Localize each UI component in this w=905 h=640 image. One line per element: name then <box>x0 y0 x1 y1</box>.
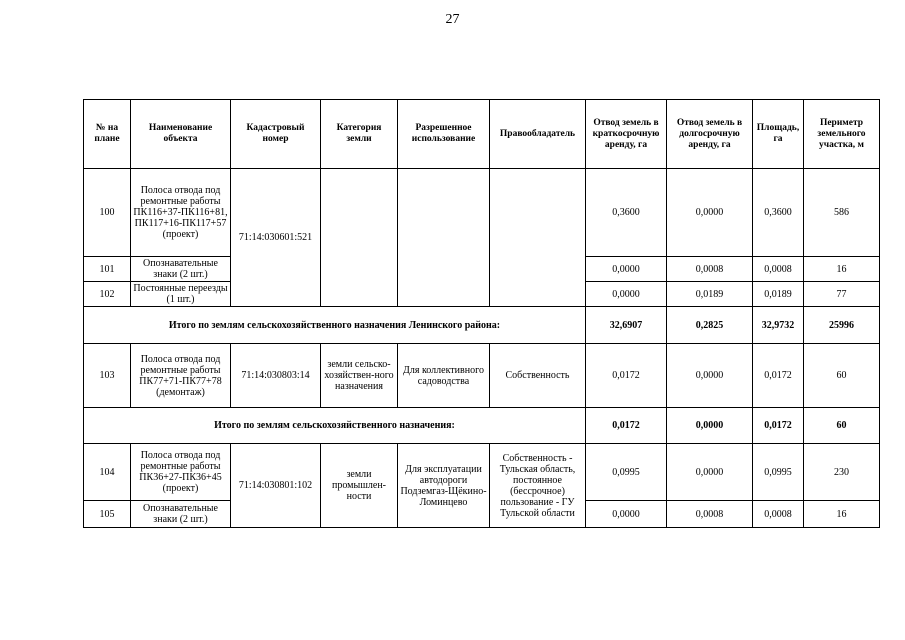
short-lease-value: 0,0000 <box>586 282 667 307</box>
object-name: Полоса отвода под ремонтные работы ПК36+27-ПК36+45 (проект) <box>131 444 231 501</box>
header-permitted-use: Разрешенное использование <box>398 100 490 169</box>
long-lease-value: 0,0000 <box>667 344 753 408</box>
total-perimeter: 25996 <box>804 307 880 344</box>
long-lease-value: 0,0000 <box>667 444 753 501</box>
total-long-lease: 0,2825 <box>667 307 753 344</box>
area-value: 0,0189 <box>753 282 804 307</box>
permitted-use <box>398 169 490 307</box>
permitted-use: Для коллективного садоводства <box>398 344 490 408</box>
short-lease-value: 0,0172 <box>586 344 667 408</box>
area-value: 0,0008 <box>753 257 804 282</box>
row-number: 104 <box>84 444 131 501</box>
cadastral-number: 71:14:030801:102 <box>231 444 321 528</box>
total-label: Итого по землям сельскохозяйственного назначения Ленинского района: <box>84 307 586 344</box>
perimeter-value: 586 <box>804 169 880 257</box>
perimeter-value: 60 <box>804 344 880 408</box>
header-short-lease: Отвод земель в краткосрочную аренду, га <box>586 100 667 169</box>
total-area: 0,0172 <box>753 408 804 444</box>
total-long-lease: 0,0000 <box>667 408 753 444</box>
area-value: 0,0008 <box>753 501 804 528</box>
land-category: земли промышлен-ности <box>321 444 398 528</box>
owner: Собственность - Тульская область, постоянное (бессрочное) пользование - ГУ Тульской области <box>490 444 586 528</box>
long-lease-value: 0,0008 <box>667 501 753 528</box>
short-lease-value: 0,0000 <box>586 257 667 282</box>
area-value: 0,3600 <box>753 169 804 257</box>
table-row <box>84 344 880 408</box>
land-category: земли сельско-хозяйствен-ного назначения <box>321 344 398 408</box>
perimeter-value: 77 <box>804 282 880 307</box>
long-lease-value: 0,0008 <box>667 257 753 282</box>
header-cadastral: Кадастровый номер <box>231 100 321 169</box>
object-name: Постоянные переезды (1 шт.) <box>131 282 231 307</box>
total-row <box>84 408 880 444</box>
total-perimeter: 60 <box>804 408 880 444</box>
total-short-lease: 0,0172 <box>586 408 667 444</box>
short-lease-value: 0,3600 <box>586 169 667 257</box>
header-row <box>84 100 880 169</box>
owner <box>490 169 586 307</box>
perimeter-value: 230 <box>804 444 880 501</box>
land-table <box>83 99 880 528</box>
long-lease-value: 0,0000 <box>667 169 753 257</box>
permitted-use: Для эксплуатации автодороги Подземгаз-Щёкино-Ломинцево <box>398 444 490 528</box>
total-area: 32,9732 <box>753 307 804 344</box>
header-owner: Правообладатель <box>490 100 586 169</box>
long-lease-value: 0,0189 <box>667 282 753 307</box>
perimeter-value: 16 <box>804 501 880 528</box>
cadastral-number: 71:14:030803:14 <box>231 344 321 408</box>
header-long-lease: Отвод земель в долгосрочную аренду, га <box>667 100 753 169</box>
land-category <box>321 169 398 307</box>
object-name: Опознавательные знаки (2 шт.) <box>131 501 231 528</box>
total-label: Итого по землям сельскохозяйственного назначения: <box>84 408 586 444</box>
object-name: Полоса отвода под ремонтные работы ПК77+71-ПК77+78 (демонтаж) <box>131 344 231 408</box>
object-name: Полоса отвода под ремонтные работы ПК116+37-ПК116+81, ПК117+16-ПК117+57 (проект) <box>131 169 231 257</box>
total-short-lease: 32,6907 <box>586 307 667 344</box>
object-name: Опознавательные знаки (2 шт.) <box>131 257 231 282</box>
cadastral-number: 71:14:030601:521 <box>231 169 321 307</box>
row-number: 101 <box>84 257 131 282</box>
owner: Собственность <box>490 344 586 408</box>
row-number: 105 <box>84 501 131 528</box>
total-row <box>84 307 880 344</box>
table-row <box>84 169 880 257</box>
short-lease-value: 0,0995 <box>586 444 667 501</box>
header-plan-number: № на плане <box>84 100 131 169</box>
area-value: 0,0172 <box>753 344 804 408</box>
header-area: Площадь, га <box>753 100 804 169</box>
table-row <box>84 444 880 501</box>
header-object-name: Наименование объекта <box>131 100 231 169</box>
row-number: 100 <box>84 169 131 257</box>
page-number: 27 <box>445 12 460 27</box>
header-land-category: Категория земли <box>321 100 398 169</box>
row-number: 102 <box>84 282 131 307</box>
short-lease-value: 0,0000 <box>586 501 667 528</box>
header-perimeter: Периметр земельного участка, м <box>804 100 880 169</box>
perimeter-value: 16 <box>804 257 880 282</box>
area-value: 0,0995 <box>753 444 804 501</box>
row-number: 103 <box>84 344 131 408</box>
